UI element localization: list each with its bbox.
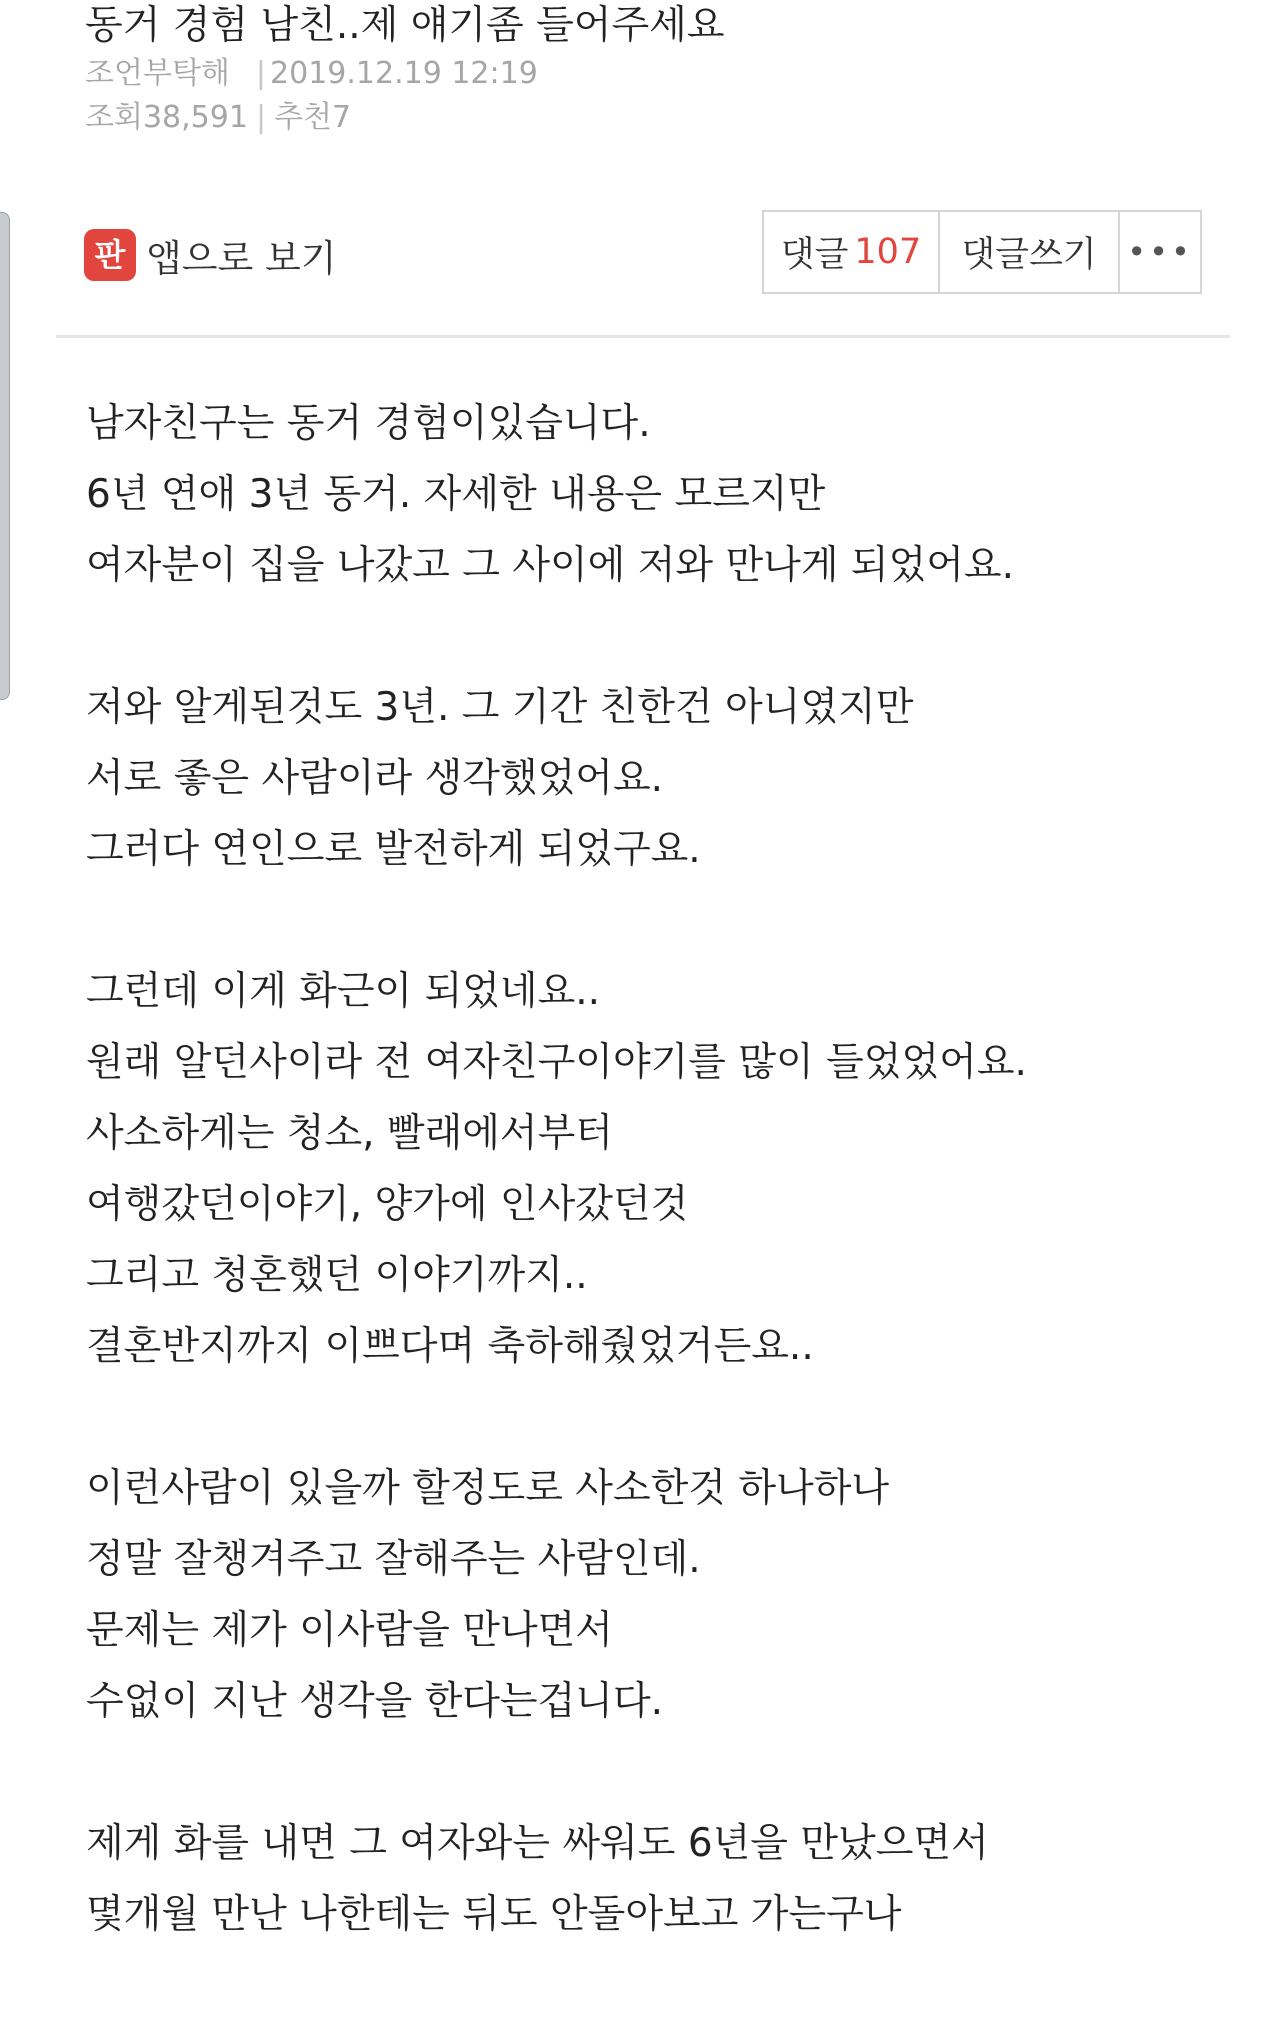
more-options-icon[interactable]: ••• xyxy=(1127,233,1193,271)
body-text-line: 그러다 연인으로 발전하게 되었구요. xyxy=(86,827,701,872)
body-text-line: 수없이 지난 생각을 한다는겁니다. xyxy=(86,1679,664,1724)
post-datetime: 2019.12.19 12:19 xyxy=(270,56,538,91)
body-text-line: 저와 알게된것도 3년. 그 기간 친한건 아니였지만 xyxy=(86,685,914,730)
body-text-line: 원래 알던사이라 전 여자친구이야기를 많이 들었었어요. xyxy=(86,1040,1027,1085)
post-meta-row xyxy=(85,52,725,96)
body-text-line: 결혼반지까지 이쁘다며 축하해줬었거든요.. xyxy=(86,1324,814,1369)
comments-button[interactable] xyxy=(764,212,940,292)
body-text-line: 몇개월 만난 나한테는 뒤도 안돌아보고 가는구나 xyxy=(86,1892,902,1937)
comments-count: 107 xyxy=(854,232,922,272)
body-text-line: 남자친구는 동거 경험이있습니다. xyxy=(86,401,651,446)
body-text-line: 서로 좋은 사람이라 생각했었어요. xyxy=(86,756,664,801)
post-header xyxy=(85,0,725,140)
body-text-line: 문제는 제가 이사람을 만나면서 xyxy=(86,1608,613,1653)
body-text-line: 정말 잘챙겨주고 잘해주는 사람인데. xyxy=(86,1537,701,1582)
body-paragraph xyxy=(86,956,1246,1382)
side-scroll-handle[interactable] xyxy=(0,212,10,700)
body-paragraph xyxy=(86,672,1246,885)
body-text-line: 여자분이 집을 나갔고 그 사이에 저와 만나게 되었어요. xyxy=(86,543,1015,588)
body-paragraph xyxy=(86,1808,1246,1950)
pann-app-icon: 판 xyxy=(84,229,136,281)
body-text-line: 사소하게는 청소, 빨래에서부터 xyxy=(86,1111,613,1156)
comments-label: 댓글 xyxy=(780,235,849,275)
views-count: 38,591 xyxy=(142,100,248,135)
open-in-app-link[interactable] xyxy=(84,228,336,282)
body-text-line: 여행갔던이야기, 양가에 인사갔던것 xyxy=(86,1182,689,1227)
body-paragraph xyxy=(86,388,1246,601)
post-title: 동거 경험 남친..제 얘기좀 들어주세요 xyxy=(85,3,725,48)
body-text-line: 이런사람이 있을까 할정도로 사소한것 하나하나 xyxy=(86,1466,890,1511)
post-body xyxy=(86,388,1246,2021)
recommend-label: 추천 xyxy=(274,100,333,135)
body-text-line: 그런데 이게 화근이 되었네요.. xyxy=(86,969,601,1014)
post-toolbar xyxy=(762,210,1202,294)
body-text-line: 6년 연애 3년 동거. 자세한 내용은 모르지만 xyxy=(86,472,826,517)
body-paragraph xyxy=(86,1453,1246,1737)
meta-divider: | xyxy=(255,56,267,91)
post-category[interactable]: 조언부탁해 xyxy=(85,56,230,91)
header-divider xyxy=(56,335,1230,338)
stats-divider: | xyxy=(255,100,267,135)
body-text-line: 그리고 청혼했던 이야기까지.. xyxy=(86,1253,588,1298)
body-text-line: 제게 화를 내면 그 여자와는 싸워도 6년을 만났으면서 xyxy=(86,1821,989,1866)
post-stats-row xyxy=(85,96,725,140)
recommend-count: 7 xyxy=(332,100,352,135)
views-label: 조회 xyxy=(85,100,143,135)
open-in-app-label: 앱으로 보기 xyxy=(146,237,337,280)
write-comment-button[interactable]: 댓글쓰기 xyxy=(940,212,1120,292)
